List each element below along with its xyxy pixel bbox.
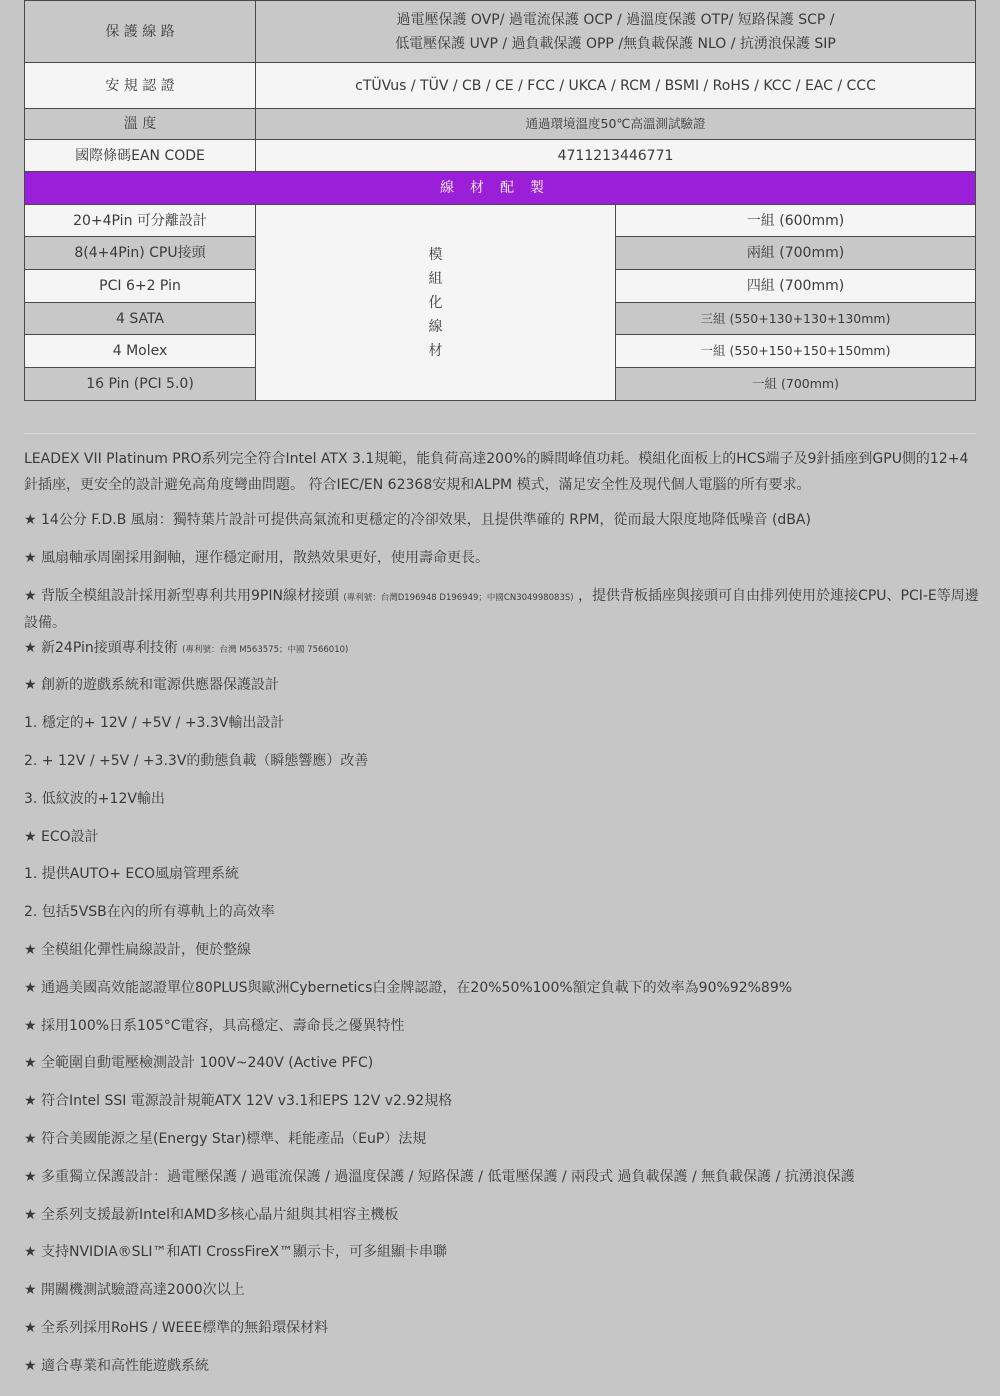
- cable-name: 4 SATA: [25, 303, 256, 335]
- cable-value: 兩組 (700mm): [616, 237, 976, 270]
- feature-item: ★ 支持NVIDIA®SLI™和ATI CrossFireX™顯示卡，可多組顯卡串聯: [24, 1244, 448, 1261]
- spec-value: [256, 1, 976, 63]
- spec-value: cTÜVus / TÜV / CB / CE / FCC / UKCA / RCM / BSMI / RoHS / KCC / EAC / CCC: [256, 63, 976, 109]
- cable-name: 8(4+4Pin) CPU接頭: [25, 237, 256, 270]
- cable-name: 4 Molex: [25, 335, 256, 368]
- spec-label: 溫 度: [25, 109, 256, 140]
- feature-item: ★ 多重獨立保護設計：過電壓保護 / 過電流保護 / 過溫度保護 / 短路保護 / 低電壓保護 / 兩段式 過負載保護 / 無負載保護 / 抗湧浪保護: [24, 1168, 855, 1185]
- spec-row-ean: [25, 140, 976, 172]
- feature-item: ★ 開關機測試驗證高達2000次以上: [24, 1282, 245, 1299]
- cable-value: 三組 (550+130+130+130mm): [616, 303, 976, 335]
- feature-item: 2. 包括5VSB在內的所有導軌上的高效率: [24, 904, 275, 921]
- cable-row: [25, 205, 976, 237]
- protection-line-2: 低電壓保護 UVP / 過負載保護 OPP /無負載保護 NLO / 抗湧浪保護 SIP: [395, 35, 836, 52]
- feature-item: ★ 創新的遊戲系統和電源供應器保護設計: [24, 677, 279, 694]
- feature-item: [24, 636, 984, 674]
- feature-item: ★ 採用100%日系105°C電容，具高穩定、壽命長之優異特性: [24, 1017, 405, 1034]
- feature-item: ★ 符合美國能源之星(Energy Star)標準、耗能產品（EuP）法規: [24, 1130, 427, 1147]
- modular-char: 模: [428, 246, 443, 263]
- feature-item: ★ ECO設計: [24, 828, 99, 845]
- cabling-header: 線材配製: [25, 172, 976, 205]
- spec-label: 安 規 認 證: [25, 63, 256, 109]
- spec-label: 保 護 線 路: [25, 1, 256, 63]
- cable-name: 20+4Pin 可分離設計: [25, 205, 256, 237]
- spec-row-protection: [25, 1, 976, 63]
- feature-item: 3. 低紋波的+12V輸出: [24, 790, 165, 807]
- spec-value: 通過環境溫度50℃高溫測試驗證: [256, 109, 976, 140]
- feature-item: 2. + 12V / +5V / +3.3V的動態負載（瞬態響應）改善: [24, 752, 369, 769]
- product-description: [24, 446, 976, 498]
- modular-char: 組: [428, 270, 443, 287]
- feature-item: 1. 穩定的+ 12V / +5V / +3.3V輸出設計: [24, 715, 285, 732]
- feature-item: ★ 通過美國高效能認證單位80PLUS與歐洲Cybernetics白金牌認證，在20%50%100%額定負載下的效率為90%92%89%: [24, 979, 793, 996]
- modular-char: 化: [428, 294, 443, 311]
- modular-char: 線: [428, 318, 443, 335]
- cable-value: 一組 (700mm): [616, 368, 976, 401]
- description-text: LEADEX VII Platinum PRO系列完全符合Intel ATX 3.1規範，能負荷高達200%的瞬間峰值功耗。模組化面板上的HCS端子及9針插座到GPU側的12+4針插座，更安全的設計避免高角度彎曲問題。 符合IEC/EN 62368安規和ALPM 模式，滿足安全性及現代個人電腦的所有要求。: [24, 451, 969, 493]
- feature-item: 1. 提供AUTO+ ECO風扇管理系統: [24, 866, 240, 883]
- feature-item: ★ 風扇軸承周圍採用銅軸，運作穩定耐用，散熱效果更好，使用壽命更長。: [24, 549, 489, 566]
- feature-item: ★ 全系列採用RoHS / WEEE標準的無鉛環保材料: [24, 1319, 329, 1336]
- cable-value: 四組 (700mm): [616, 270, 976, 303]
- cable-name: PCI 6+2 Pin: [25, 270, 256, 303]
- feature-item: ★ 全系列支援最新Intel和AMD多核心晶片組與其相容主機板: [24, 1206, 399, 1223]
- feature-item: ★ 全範圍自動電壓檢測設計 100V~240V (Active PFC): [24, 1055, 374, 1072]
- spec-row-safety: [25, 63, 976, 109]
- feature-item: ★ 適合專業和高性能遊戲系統: [24, 1357, 210, 1374]
- modular-label: [256, 205, 616, 401]
- feature-item: ★ 14公分 F.D.B 風扇：獨特葉片設計可提供高氣流和更穩定的冷卻效果，且提供準確的 RPM，從而最大限度地降低噪音 (dBA): [24, 512, 811, 528]
- modular-char: 材: [428, 342, 443, 359]
- protection-line-1: 過電壓保護 OVP/ 過電流保護 OCP / 過溫度保護 OTP/ 短路保護 SCP /: [396, 11, 835, 28]
- patent-note: (專利號：台灣 M563575；中國 7566010): [182, 644, 349, 655]
- feature-text: ，提供背板插座與接頭可自由排列使用於連接CPU、PCI-E等周邊設備。: [24, 587, 979, 631]
- feature-list: [24, 508, 984, 1392]
- divider: [24, 433, 976, 434]
- feature-item: ★ 全模組化彈性扁線設計，便於整線: [24, 941, 252, 958]
- feature-text: ★ 背版全模組設計採用新型專利共用9PIN線材接頭: [24, 587, 339, 604]
- cabling-header-row: [25, 172, 976, 205]
- spec-row-temperature: [25, 109, 976, 140]
- spec-label: 國際條碼EAN CODE: [25, 140, 256, 172]
- feature-text: ★ 新24Pin接頭專利技術: [24, 639, 178, 656]
- cable-name: 16 Pin (PCI 5.0): [25, 368, 256, 401]
- spec-table: [24, 0, 976, 401]
- spec-value: 4711213446771: [256, 140, 976, 172]
- feature-item: ★ 符合Intel SSI 電源設計規範ATX 12V v3.1和EPS 12V v2.92規格: [24, 1093, 453, 1110]
- patent-note: (專利號：台灣D196948 D196949；中國CN304998083S): [343, 592, 574, 603]
- cable-value: 一組 (550+150+150+150mm): [616, 335, 976, 368]
- cable-value: 一組 (600mm): [616, 205, 976, 237]
- feature-item: [24, 584, 984, 636]
